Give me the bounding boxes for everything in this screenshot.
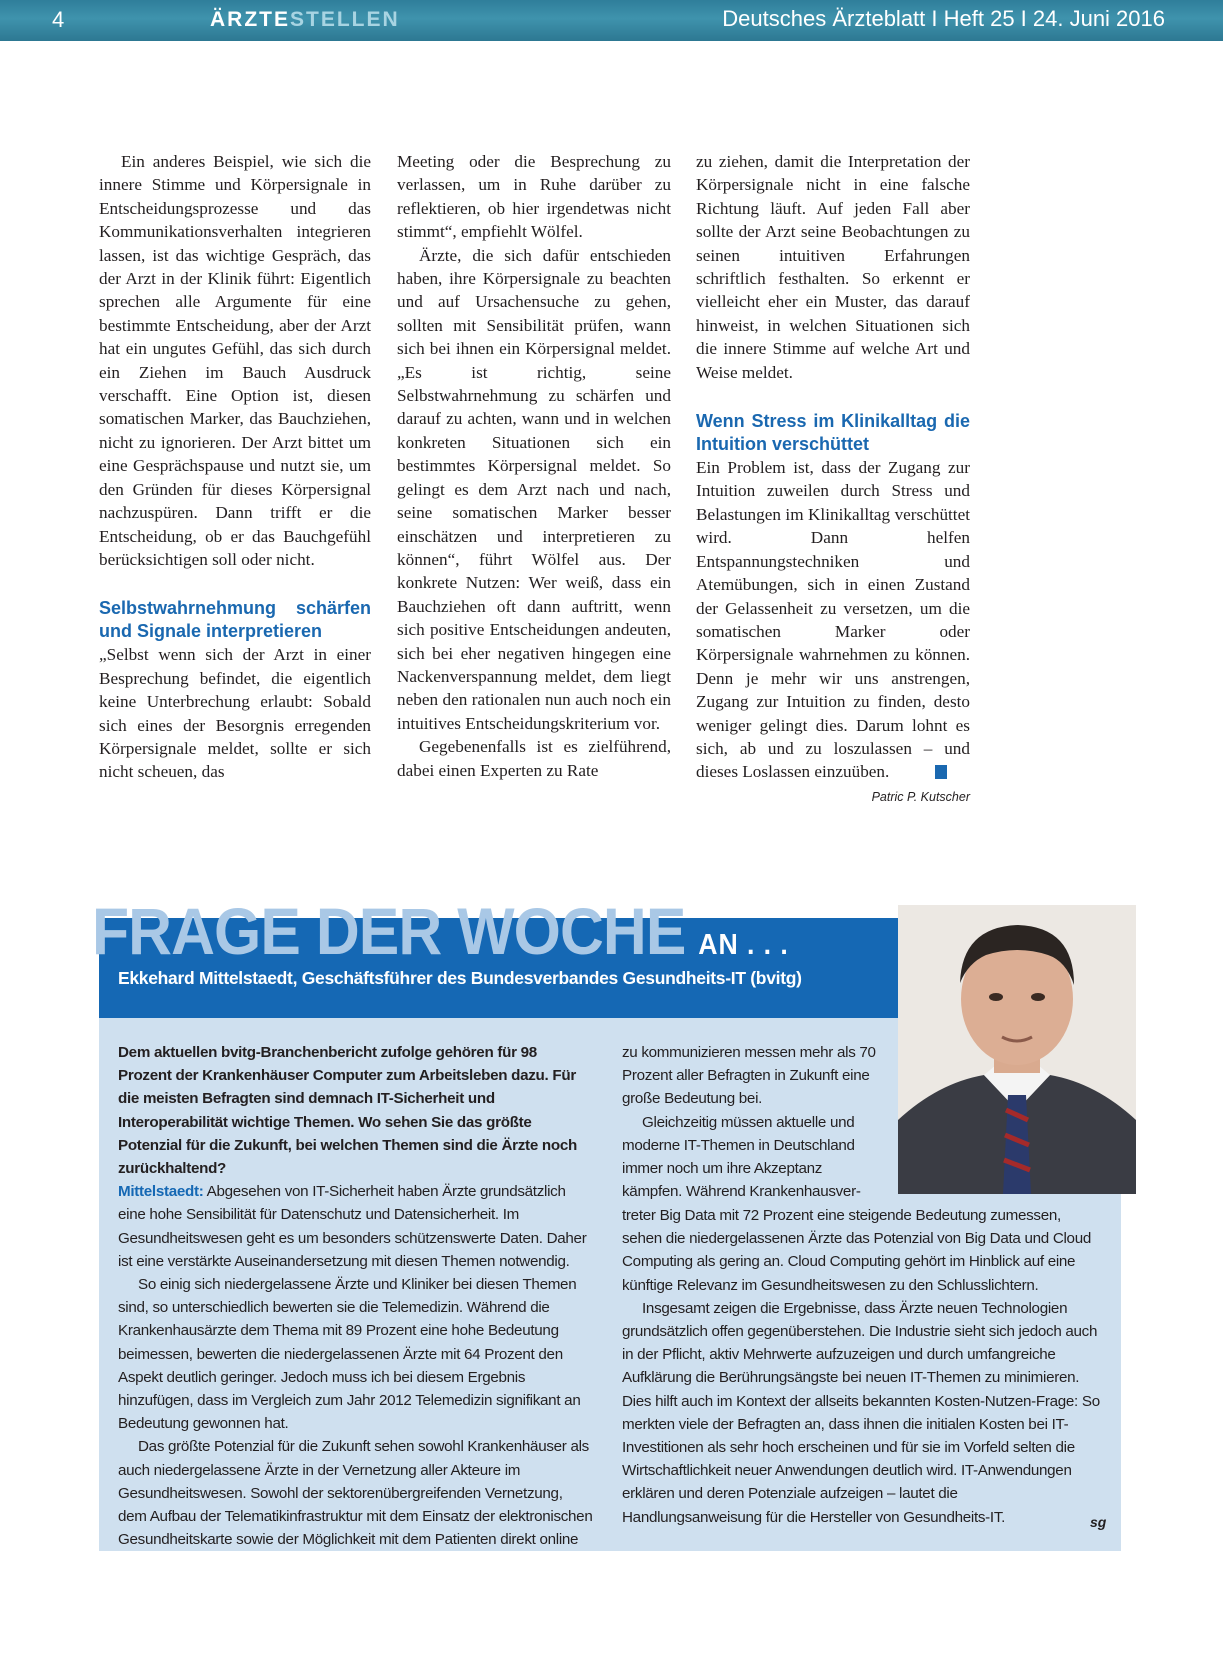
interview-column-2-bottom	[622, 1204, 1100, 1529]
paragraph-text: Abgesehen von IT-Sicherheit haben Ärzte grundsätzlich eine hohe Sensibilität für Datenschutz und Datensicherheit. Im Gesundheitswesen geht es um besonders schützenswerte Daten. Daher ist eine verstärkte Auseinandersetzung mit diesen Themen notwendig.	[118, 1183, 587, 1270]
page-header	[0, 0, 1223, 41]
section-title-right: STELLEN	[290, 8, 400, 31]
subheading: Wenn Stress im Klinikalltag die Intuition verschüttet	[696, 411, 970, 455]
interview-question: Dem aktuellen bvitg-Branchenbericht zufolge gehören für 98 Prozent der Krankenhäuser Computer zum Arbeitsleben dazu. Für die meisten Befragten sind demnach IT-Sicherheit und Interoperabilität wichtige Themen. Wo sehen Sie das größte Potenzial für die Zukunft, bei welchen Themen sind die Ärzte noch zurückhaltend?	[118, 1044, 577, 1178]
interview-title-suffix: AN . . .	[698, 929, 789, 961]
section-title	[210, 8, 400, 32]
issue-info: Deutsches Ärzteblatt I Heft 25 I 24. Juni 2016	[722, 6, 1165, 31]
article-column-3	[696, 150, 970, 809]
speaker-label: Mittelstaedt:	[118, 1183, 204, 1201]
subheading: Selbstwahrnehmung schärfen und Signale interpretieren	[99, 598, 371, 642]
paragraph	[696, 456, 970, 784]
paragraph: Das größte Potenzial für die Zukunft sehen sowohl Krankenhäuser als auch niedergelassene Ärzte in der Vernetzung aller Akteure im Gesundheitswesen. Sowohl der sektorenübergreifenden Vernetzung, dem Aufbau der Telematikinfrastruktur mit dem Einsatz der elektronischen Gesundheitskarte sowie der Möglichkeit mit dem Patienten direkt online	[118, 1438, 593, 1549]
portrait-photo	[898, 905, 1136, 1194]
paragraph: Gegebenenfalls ist es zielführend, dabei einen Experten zu Rate	[397, 737, 671, 780]
end-mark-icon	[935, 765, 947, 779]
paragraph: Ein anderes Beispiel, wie sich die innere Stimme und Körpersignale in Entscheidungsprozesse und das Kommunikationsverhalten integrieren lassen, ist das wichtige Gespräch, das der Arzt in der Klinik führt: Eigentlich sprechen alle Argumente für eine bestimmte Entscheidung, aber der Arzt hat ein ungutes Gefühl, das sich durch ein Ziehen im Bauch Ausdruck verschafft. Eine Option ist, diesen somatischen Marker, das Bauchziehen, nicht zu ignorieren. Der Arzt bittet um eine Gesprächspause und nutzt sie, um den Gründen für dieses Körpersignal nachzuspüren. Dann trifft er die Entscheidung, ob er das Bauchgefühl berücksichtigen soll oder nicht.	[99, 152, 371, 569]
author-byline: Patric P. Kutscher	[871, 789, 970, 804]
paragraph: treter Big Data mit 72 Prozent eine steigende Bedeutung zumessen, sehen die niedergelassenen Ärzte das Potenzial von Big Data und Cloud Computing als gering an. Cloud Computing gehört im Hinblick auf eine künftige Relevanz im Gesundheitswesen zu den Schlusslichtern.	[622, 1207, 1092, 1294]
paragraph-text: Ein Problem ist, dass der Zugang zur Intuition zuweilen durch Stress und Belastungen im Klinikalltag verschüttet wird. Dann helfen Entspannungstechniken und Atemübungen, sich in einen Zustand der Gelassenheit zu versetzen, um die somatischen Marker oder Körpersignale wahrnehmen zu können. Denn je mehr wir uns anstrengen, Zugang zur Intuition zu finden, desto weniger gelingt dies. Darum lohnt es sich, ab und zu loszulassen – und dieses Loslassen einzuüben.	[696, 458, 970, 782]
paragraph: Gleichzeitig müssen aktuelle und moderne IT-Themen in Deutschland immer noch um ihre Akzeptanz kämpfen. Während Krankenhausver-	[622, 1113, 861, 1201]
interview-title	[92, 894, 789, 978]
paragraph: zu kommunizieren messen mehr als 70 Prozent aller Befragten in Zukunft eine große Bedeutung bei.	[622, 1044, 876, 1108]
paragraph: Ärzte, die sich dafür entschieden haben, ihre Körpersignale zu beachten und auf Ursachensuche zu gehen, sollten mit Sensibilität prüfen, wann sich bei ihnen ein Körpersignal meldet. „Es ist richtig, seine Selbstwahrnehmung zu schärfen und darauf zu achten, wann und in welchen konkreten Situationen sich ein bestimmtes Körpersignal meldet. So gelingt es dem Arzt nach und nach, seine somatischen Marker besser einschätzen und interpretieren zu können“, führt Wölfel aus. Der konkrete Nutzen: Wer weiß, dass ein Bauchziehen oft dann auftritt, wenn sich positive Entscheidungen andeuten, sich bei eher negativen hingegen eine Nackenverspannung meldet, dem liegt neben den rationalen nun auch noch ein intuitives Entscheidungskriterium vor.	[397, 245, 671, 733]
paragraph: So einig sich niedergelassene Ärzte und Kliniker bei diesen Themen sind, so unterschiedlich bewerten sie die Telemedizin. Während die Krankenhausärzte dem Thema mit 89 Prozent eine hohe Bedeutung beimessen, bewerten die niedergelassenen Ärzte mit 64 Prozent den Aspekt deutlich geringer. Jedoch muss ich bei diesem Ergebnis hinzufügen, dass im Vergleich zum Jahr 2012 Telemedizin signifikant an Bedeutung gewonnen hat.	[118, 1276, 581, 1433]
paragraph: „Selbst wenn sich der Arzt in einer Besprechung befindet, die eigentlich keine Unterbrechung erlaubt: Sobald sich eines der Besorgnis erregenden Körpersignale meldet, sollte er sich nicht scheuen, das	[99, 645, 371, 782]
page-number: 4	[52, 7, 65, 32]
interview-subtitle: Ekkehard Mittelstaedt, Geschäftsführer des Bundesverbandes Gesundheits-IT (bvitg)	[118, 968, 802, 988]
interview-column-2-top	[622, 1041, 884, 1203]
section-title-left: ÄRZTE	[210, 8, 290, 31]
signature: sg	[1090, 1514, 1107, 1530]
paragraph: Meeting oder die Besprechung zu verlassen, um in Ruhe darüber zu reflektieren, ob hier irgendetwas nicht stimmt“, empfiehlt Wölfel.	[397, 152, 671, 242]
paragraph	[118, 1180, 593, 1273]
article-column-1	[99, 150, 371, 784]
paragraph: Insgesamt zeigen die Ergebnisse, dass Ärzte neuen Technologien grundsätzlich offen gegenüberstehen. Die Industrie sieht sich jedoch auch in der Pflicht, aktiv Mehrwerte aufzuzeigen und durch umfangreiche Aufklärung die Berührungsängste bei neuen IT-Themen zu minimieren. Dies hilft auch im Kontext der allseits bekannten Kosten-Nutzen-Frage: So merkten viele der Befragten an, dass ihnen die initialen Kosten bei IT-Investitionen als sehr hoch erscheinen und für sie im Vorfeld selten die Wirtschaftlichkeit neuer Anwendungen deutlich wird. IT-Anwendungen erklären und deren Potenziale aufzeigen – lautet die Handlungsanweisung für die Hersteller von Gesundheits-IT.	[622, 1299, 1100, 1526]
interview-column-1	[118, 1041, 593, 1551]
paragraph: zu ziehen, damit die Interpretation der Körpersignale nicht in eine falsche Richtung läuft. Auf jeden Fall aber sollte der Arzt seine Beobachtungen zu seinen intuitiven Erfahrungen schriftlich festhalten. So erkennt er vielleicht eher ein Muster, das darauf hinweist, in welchen Situationen sich die innere Stimme auf welche Art und Weise meldet.	[696, 152, 970, 382]
article-column-2	[397, 150, 671, 782]
interview-title-main: FRAGE DER WOCHE	[92, 894, 686, 968]
